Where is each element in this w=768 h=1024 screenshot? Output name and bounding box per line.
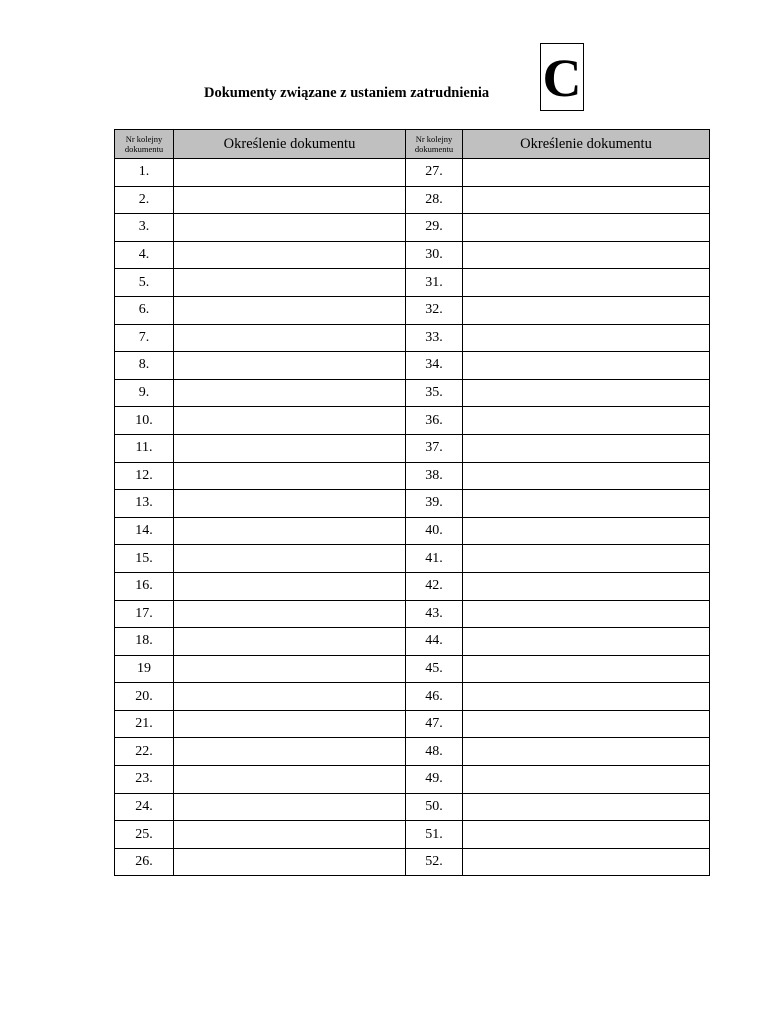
document-description-cell[interactable] (174, 379, 406, 407)
document-description-cell[interactable] (463, 462, 710, 490)
table-row (115, 572, 710, 600)
document-description-cell[interactable] (463, 269, 710, 297)
document-description-cell[interactable] (463, 186, 710, 214)
document-description-cell[interactable] (463, 490, 710, 518)
document-title: Dokumenty związane z ustaniem zatrudnienia (204, 85, 490, 101)
document-description-cell[interactable] (174, 296, 406, 324)
document-description-cell[interactable] (463, 572, 710, 600)
table-row (115, 848, 710, 876)
document-number-cell: 27. (406, 159, 463, 187)
document-description-cell[interactable] (174, 324, 406, 352)
document-description-cell[interactable] (463, 710, 710, 738)
document-number-cell: 11. (115, 434, 174, 462)
table-row (115, 655, 710, 683)
document-number-cell: 14. (115, 517, 174, 545)
number-column-header: Nr kolejny dokumentu (115, 130, 174, 159)
table-row (115, 159, 710, 187)
document-number-cell: 23. (115, 766, 174, 794)
document-number-cell: 22. (115, 738, 174, 766)
table-row (115, 379, 710, 407)
document-number-cell: 37. (406, 434, 463, 462)
document-number-cell: 36. (406, 407, 463, 435)
table-row (115, 407, 710, 435)
document-number-cell: 7. (115, 324, 174, 352)
document-number-cell: 2. (115, 186, 174, 214)
document-description-cell[interactable] (174, 269, 406, 297)
document-number-cell: 38. (406, 462, 463, 490)
document-number-cell: 32. (406, 296, 463, 324)
document-number-cell: 35. (406, 379, 463, 407)
document-number-cell: 1. (115, 159, 174, 187)
table-row (115, 241, 710, 269)
document-description-cell[interactable] (174, 821, 406, 849)
document-number-cell: 18. (115, 628, 174, 656)
document-number-cell: 39. (406, 490, 463, 518)
table-row (115, 710, 710, 738)
table-body (115, 159, 710, 876)
document-number-cell: 16. (115, 572, 174, 600)
document-number-cell: 19 (115, 655, 174, 683)
document-number-cell: 46. (406, 683, 463, 711)
document-description-cell[interactable] (463, 241, 710, 269)
document-number-cell: 51. (406, 821, 463, 849)
document-description-cell[interactable] (463, 407, 710, 435)
description-column-header: Określenie dokumentu (463, 130, 710, 159)
document-description-cell[interactable] (174, 848, 406, 876)
document-description-cell[interactable] (463, 296, 710, 324)
document-description-cell[interactable] (463, 324, 710, 352)
document-number-cell: 33. (406, 324, 463, 352)
document-description-cell[interactable] (174, 434, 406, 462)
table-row (115, 214, 710, 242)
table-header-row (115, 130, 710, 159)
document-description-cell[interactable] (463, 683, 710, 711)
document-number-cell: 45. (406, 655, 463, 683)
document-number-cell: 25. (115, 821, 174, 849)
document-description-cell[interactable] (463, 655, 710, 683)
document-number-cell: 9. (115, 379, 174, 407)
document-description-cell[interactable] (174, 545, 406, 573)
table-row (115, 296, 710, 324)
document-number-cell: 40. (406, 517, 463, 545)
document-description-cell[interactable] (463, 848, 710, 876)
table-row (115, 434, 710, 462)
document-description-cell[interactable] (174, 490, 406, 518)
document-number-cell: 4. (115, 241, 174, 269)
section-letter-box (540, 43, 584, 111)
table-row (115, 352, 710, 380)
document-description-cell[interactable] (174, 186, 406, 214)
document-description-cell[interactable] (463, 738, 710, 766)
document-description-cell[interactable] (463, 766, 710, 794)
table-row (115, 269, 710, 297)
document-number-cell: 43. (406, 600, 463, 628)
document-description-cell[interactable] (174, 572, 406, 600)
table-row (115, 324, 710, 352)
document-description-cell[interactable] (174, 241, 406, 269)
document-number-cell: 17. (115, 600, 174, 628)
table-row (115, 462, 710, 490)
document-number-cell: 44. (406, 628, 463, 656)
document-number-cell: 41. (406, 545, 463, 573)
document-number-cell: 13. (115, 490, 174, 518)
table-row (115, 821, 710, 849)
document-description-cell[interactable] (463, 352, 710, 380)
document-description-cell[interactable] (174, 766, 406, 794)
document-description-cell[interactable] (463, 628, 710, 656)
document-description-cell[interactable] (463, 379, 710, 407)
document-number-cell: 6. (115, 296, 174, 324)
section-letter: C (542, 48, 582, 108)
number-column-header: Nr kolejny dokumentu (406, 130, 463, 159)
document-description-cell[interactable] (174, 517, 406, 545)
document-description-cell[interactable] (174, 600, 406, 628)
document-number-cell: 52. (406, 848, 463, 876)
table-row (115, 766, 710, 794)
table-row (115, 793, 710, 821)
document-number-cell: 15. (115, 545, 174, 573)
document-number-cell: 8. (115, 352, 174, 380)
document-description-cell[interactable] (174, 793, 406, 821)
document-number-cell: 10. (115, 407, 174, 435)
table-row (115, 517, 710, 545)
document-description-cell[interactable] (174, 683, 406, 711)
table-row (115, 490, 710, 518)
document-number-cell: 47. (406, 710, 463, 738)
document-description-cell[interactable] (463, 821, 710, 849)
document-description-cell[interactable] (174, 352, 406, 380)
table-row (115, 186, 710, 214)
document-description-cell[interactable] (463, 434, 710, 462)
document-number-cell: 29. (406, 214, 463, 242)
document-description-cell[interactable] (463, 600, 710, 628)
document-description-cell[interactable] (463, 159, 710, 187)
table-row (115, 683, 710, 711)
document-number-cell: 48. (406, 738, 463, 766)
document-description-cell[interactable] (174, 655, 406, 683)
document-number-cell: 24. (115, 793, 174, 821)
document-number-cell: 21. (115, 710, 174, 738)
document-description-cell[interactable] (174, 738, 406, 766)
document-number-cell: 20. (115, 683, 174, 711)
document-description-cell[interactable] (174, 407, 406, 435)
document-description-cell[interactable] (463, 793, 710, 821)
document-number-cell: 26. (115, 848, 174, 876)
table-row (115, 738, 710, 766)
document-description-cell[interactable] (174, 710, 406, 738)
documents-table (114, 129, 710, 876)
table-row (115, 545, 710, 573)
document-number-cell: 5. (115, 269, 174, 297)
document-number-cell: 49. (406, 766, 463, 794)
document-description-cell[interactable] (174, 214, 406, 242)
document-description-cell[interactable] (463, 517, 710, 545)
description-column-header: Określenie dokumentu (174, 130, 406, 159)
document-description-cell[interactable] (463, 545, 710, 573)
document-description-cell[interactable] (174, 462, 406, 490)
document-description-cell[interactable] (463, 214, 710, 242)
document-number-cell: 30. (406, 241, 463, 269)
document-number-cell: 3. (115, 214, 174, 242)
document-number-cell: 28. (406, 186, 463, 214)
document-description-cell[interactable] (174, 628, 406, 656)
document-number-cell: 50. (406, 793, 463, 821)
table-row (115, 628, 710, 656)
document-number-cell: 12. (115, 462, 174, 490)
document-number-cell: 31. (406, 269, 463, 297)
document-number-cell: 42. (406, 572, 463, 600)
document-description-cell[interactable] (174, 159, 406, 187)
document-number-cell: 34. (406, 352, 463, 380)
table-row (115, 600, 710, 628)
